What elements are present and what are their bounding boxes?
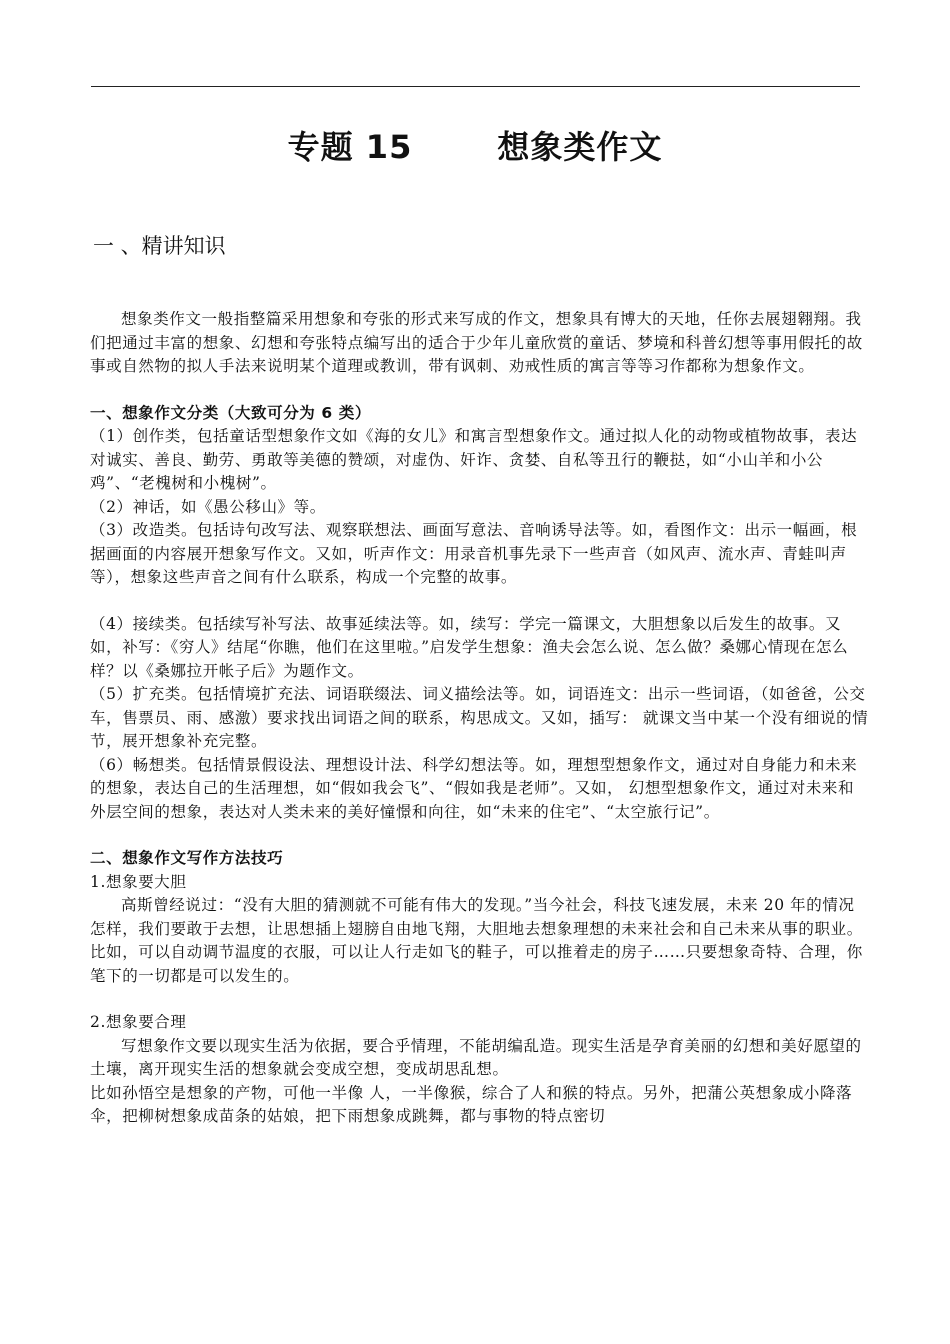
- tip-paragraph: 比如孙悟空是想象的产物，可他一半像 人，一半像猴，综合了人和猴的特点。另外，把蒲公英想象成小降落伞，把柳树想象成苗条的姑娘，把下雨想象成跳舞，都与事物的特点密切: [90, 1083, 853, 1125]
- category-item: （2）神话，如《愚公移山》等。: [90, 497, 326, 516]
- page-title: 专题 15 想象类作文: [287, 128, 663, 166]
- tip-title: 2.想象要合理: [90, 1013, 187, 1031]
- category-item: （3）改造类。包括诗句改写法、观察联想法、画面写意法、音响诱导法等。如，看图作文：出示一幅画，根据画面的内容展开想象写作文。又如，听声作文：用录音机事先录下一些声音（如风声、流水声、青蛙叫声等），想象这些声音之间有什么联系，构成一个完整的故事。: [90, 521, 858, 586]
- intro-paragraph: 想象类作文一般指整篇采用想象和夸张的形式来写成的作文，想象具有博大的天地，任你去展翅翱翔。我们把通过丰富的想象、幻想和夸张特点编写出的适合于少年儿童欣赏的童话、梦境和科普幻想等事用假托的故事或自然物的拟人手法来说明某个道理或教训，带有讽刺、劝戒性质的寓言等等习作都称为想象作文。: [90, 310, 863, 375]
- category-item: （4）接续类。包括续写补写法、故事延续法等。如，续写：学完一篇课文，大胆想象以后发生的故事。又如，补写：《穷人》结尾“你瞧，他们在这里啦。”启发学生想象：渔夫会怎么说、怎么做？桑娜心情现在怎么样？以《桑娜拉开帐子后》为题作文。: [90, 614, 849, 680]
- tip-paragraph: 高斯曾经说过：“没有大胆的猜测就不可能有伟大的发现。”当今社会，科技飞速发展，未来 20 年的情况怎样，我们要敢于去想，让思想插上翅膀自由地飞翔，大胆地去想象理想的未来社会和自己未来从事的职业。比如，可以自动调节温度的衣服，可以让人行走如飞的鞋子，可以推着走的房子……只要想象奇特、合理，你笔下的一切都是可以发生的。: [90, 896, 863, 985]
- part1-heading: 一、想象作文分类（大致可分为 6 类）: [90, 403, 371, 422]
- category-item: （5）扩充类。包括情境扩充法、词语联缀法、词义描绘法等。如，词语连文：出示一些词语，（如爸爸，公交车，售票员、雨、感激）要求找出词语之间的联系，构思成文。又如，插写： 就课文当中某一个没有细说的情节，展开想象补充完整。: [90, 685, 869, 750]
- category-item: （1）创作类，包括童话型想象作文如《海的女儿》和寓言型想象作文。通过拟人化的动物或植物故事，表达对诚实、善良、勤劳、勇敢等美德的赞颂，对虚伪、奸诈、贪婪、自私等丑行的鞭挞，如“小山羊和小公鸡”、“老槐树和小槐树”。: [90, 427, 858, 492]
- category-item: （6）畅想类。包括情景假设法、理想设计法、科学幻想法等。如，理想型想象作文，通过对自身能力和未来的想象，表达自己的生活理想，如“假如我会飞”、“假如我是老师”。又如， 幻想型想象作文，通过对未来和外层空间的想象，表达对人类未来的美好憧憬和向往，如“未来的住宅”、“太空旅行记”。: [90, 755, 858, 821]
- header-rule: [91, 86, 860, 87]
- section-heading: 一 、精讲知识: [93, 234, 226, 258]
- part2-heading: 二、想象作文写作方法技巧: [90, 849, 284, 867]
- tip-title: 1.想象要大胆: [90, 872, 187, 891]
- tip-paragraph: 写想象作文要以现实生活为依据，要合乎情理，不能胡编乱造。现实生活是孕育美丽的幻想和美好愿望的土壤，离开现实生活的想象就会变成空想，变成胡思乱想。: [90, 1036, 862, 1078]
- document-body: [90, 308, 870, 1129]
